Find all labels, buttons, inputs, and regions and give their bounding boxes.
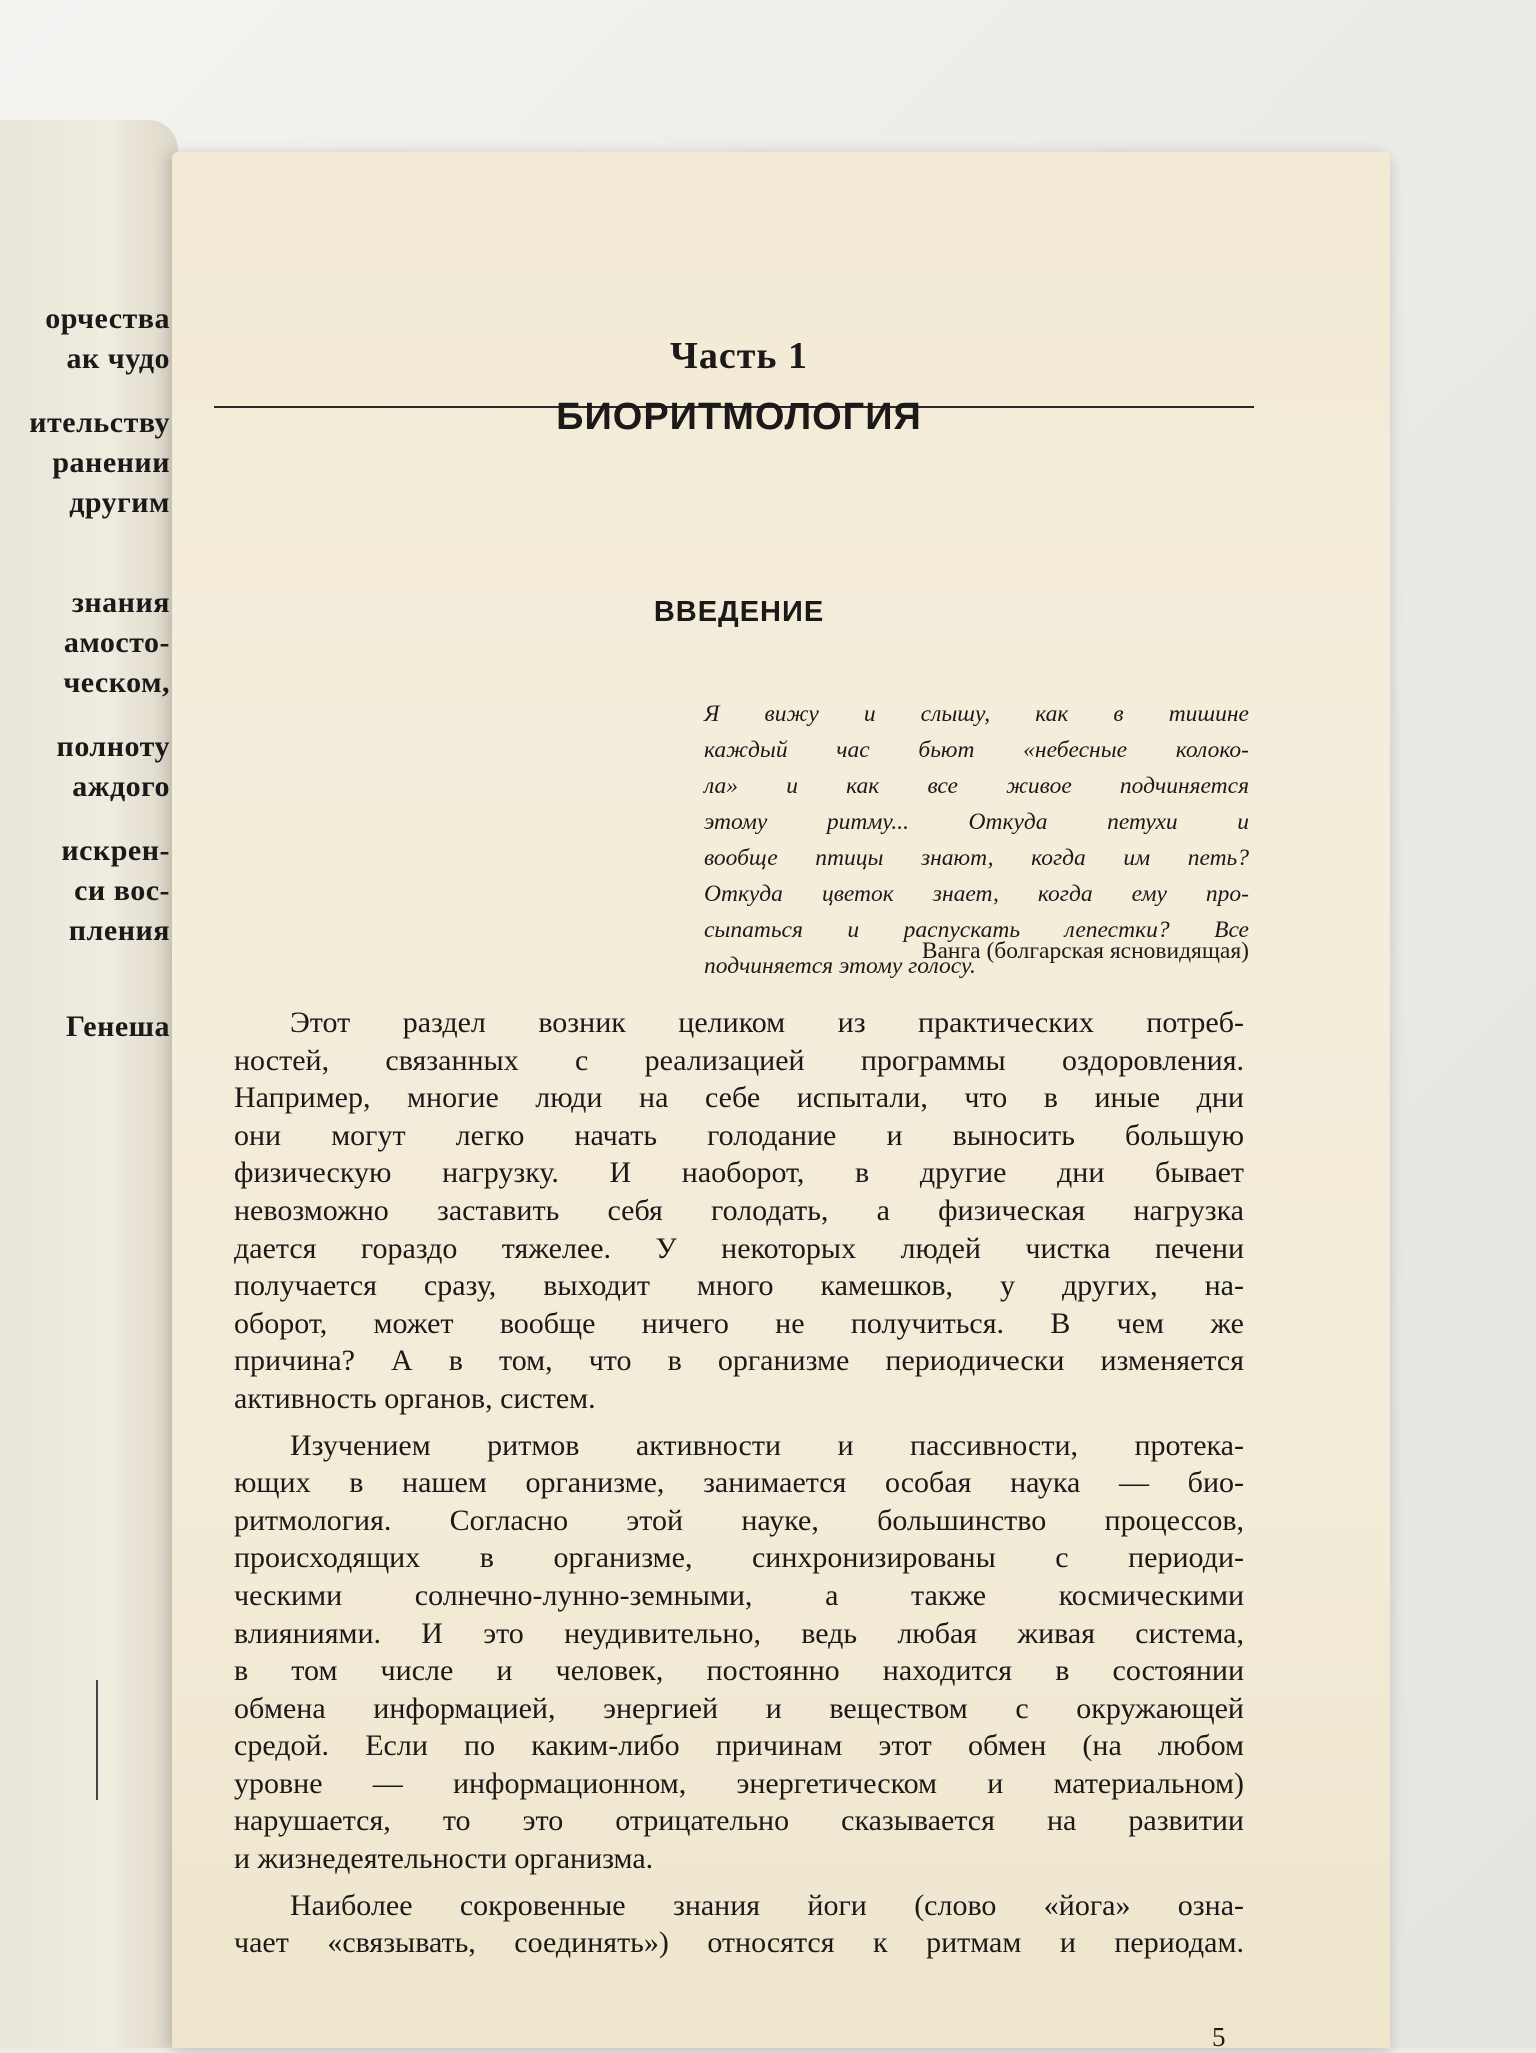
epigraph-line: ла» и как все живое подчиняется xyxy=(704,773,1249,799)
paragraph-line: и жизнедеятельности организма. xyxy=(234,1842,654,1876)
paragraph-line: физическую нагрузку. И наоборот, в другие дни бывает xyxy=(234,1156,1244,1190)
left-page-text-fragment: полноту xyxy=(56,730,170,763)
paragraph-line: оборот, может вообще ничего не получиться. В чем же xyxy=(234,1306,1244,1340)
paragraph-line: невозможно заставить себя голодать, а физическая нагрузка xyxy=(234,1193,1244,1227)
paragraph-line: чает «связывать, соединять») относятся к ритмам и периодам. xyxy=(234,1926,1244,1960)
paragraph-line: уровне — информационном, энергетическом и материальном) xyxy=(234,1766,1244,1800)
paragraph-line: Этот раздел возник целиком из практических потреб- xyxy=(290,1006,1244,1039)
left-page-text-fragment: амосто- xyxy=(63,626,170,659)
paragraph-line: обмена информацией, энергией и веществом с окружающей xyxy=(234,1691,1244,1725)
paragraph-line: ритмология. Согласно этой науке, большинство процессов, xyxy=(234,1503,1244,1537)
paragraph-line: дается гораздо тяжелее. У некоторых людей чистка печени xyxy=(234,1231,1244,1265)
left-page-text-fragment: ранении xyxy=(52,446,170,479)
left-page xyxy=(0,120,178,2048)
part-label: Часть 1 xyxy=(669,335,808,377)
left-page-text-fragment: пления xyxy=(68,914,170,947)
paragraph-line: нарушается, то это отрицательно сказывается на развитии xyxy=(234,1804,1244,1838)
epigraph-line: этому ритму... Откуда петухи и xyxy=(704,809,1249,835)
epigraph-line: вообще птицы знают, когда им петь? xyxy=(704,845,1249,871)
paragraph-line: они могут легко начать голодание и выносить большую xyxy=(234,1118,1244,1152)
left-page-text-fragment: Генеша xyxy=(65,1010,170,1043)
body-text xyxy=(234,1004,1244,1962)
paragraph-line: влияниями. И это неудивительно, ведь любая живая система, xyxy=(234,1616,1244,1650)
epigraph-line: Я вижу и слышу, как в тишине xyxy=(704,701,1249,727)
paragraph-line: средой. Если по каким-либо причинам этот обмен (на любом xyxy=(234,1729,1244,1763)
paragraph-line: получается сразу, выходит много камешков, у других, на- xyxy=(234,1269,1244,1303)
paragraph-line: Например, многие люди на себе испытали, что в иные дни xyxy=(234,1081,1244,1115)
paragraph-line: ческими солнечно-лунно-земными, а также космическими xyxy=(234,1578,1244,1612)
left-page-text-fragment: аждого xyxy=(72,770,170,803)
left-page-text-fragment: си вос- xyxy=(74,874,170,907)
epigraph-line: подчиняется этому голосу. xyxy=(704,953,976,979)
page-number: 5 xyxy=(1212,2022,1226,2052)
paragraph-line: Изучением ритмов активности и пассивности, протека- xyxy=(290,1428,1244,1462)
epigraph-line: Откуда цветок знает, когда ему про- xyxy=(704,881,1249,907)
epigraph-line: каждый час бьют «небесные колоко- xyxy=(704,737,1249,763)
section-title: ВВЕДЕНИЕ xyxy=(653,596,825,628)
paragraph-line: причина? А в том, что в организме периодически изменяется xyxy=(234,1344,1244,1378)
part-title: БИОРИТМОЛОГИЯ xyxy=(556,396,922,438)
paragraph-line: в том числе и человек, постоянно находится в состоянии xyxy=(234,1654,1244,1688)
margin-rule xyxy=(96,1680,98,1800)
left-page-text-fragment: орчества xyxy=(45,302,170,335)
paragraph-line: происходящих в организме, синхронизированы с периоди- xyxy=(234,1541,1244,1575)
left-page-text-fragment: ительству xyxy=(29,406,170,439)
left-page-text-fragment: ческом, xyxy=(63,666,170,699)
left-page-text-fragment: другим xyxy=(69,486,170,519)
epigraph-line: сыпаться и распускать лепестки? Все xyxy=(704,917,1249,943)
paragraph-line: активность органов, систем. xyxy=(234,1381,596,1415)
left-page-text-fragment: знания xyxy=(71,586,170,619)
paragraph-line: ностей, связанных с реализацией программы оздоровления. xyxy=(234,1043,1244,1077)
epigraph-author: Ванга (болгарская ясновидящая) xyxy=(921,938,1249,964)
paragraph-line: Наиболее сокровенные знания йоги (слово «йога» озна- xyxy=(290,1888,1244,1922)
left-page-text-fragment: ак чудо xyxy=(66,342,170,375)
left-page-text-fragment: искрен- xyxy=(61,834,170,867)
right-page xyxy=(172,152,1390,2052)
paragraph-line: ющих в нашем организме, занимается особая наука — био- xyxy=(234,1466,1244,1500)
